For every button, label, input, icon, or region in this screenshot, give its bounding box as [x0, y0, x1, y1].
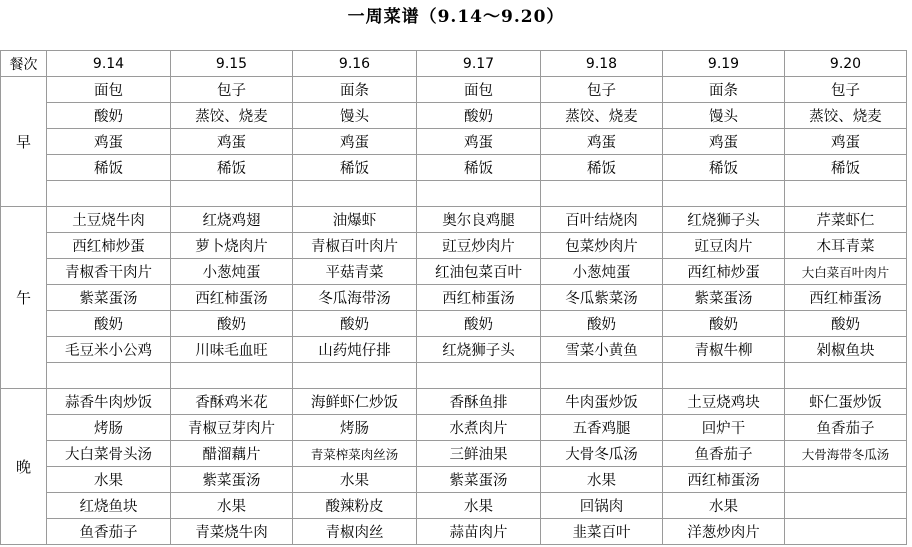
dish-cell[interactable]: 芹菜虾仁 — [785, 207, 907, 233]
dish-cell[interactable]: 馒头 — [293, 103, 417, 129]
dish-cell[interactable]: 蒸饺、烧麦 — [171, 103, 293, 129]
dish-cell[interactable]: 冬瓜紫菜汤 — [541, 285, 663, 311]
dish-cell[interactable]: 蒸饺、烧麦 — [541, 103, 663, 129]
dish-cell[interactable]: 水果 — [663, 493, 785, 519]
dish-cell[interactable]: 包子 — [541, 77, 663, 103]
dish-cell[interactable]: 红烧鸡翅 — [171, 207, 293, 233]
dish-cell[interactable]: 鸡蛋 — [541, 129, 663, 155]
dish-cell[interactable]: 鸡蛋 — [293, 129, 417, 155]
lunch-row — [1, 233, 907, 259]
dish-cell[interactable]: 水煮肉片 — [417, 415, 541, 441]
breakfast-label-cell[interactable]: 早 — [1, 77, 47, 207]
lunch-label-cell[interactable]: 午 — [1, 207, 47, 389]
dish-cell[interactable]: 水果 — [171, 493, 293, 519]
dinner-label-cell[interactable]: 晚 — [1, 389, 47, 545]
dish-cell[interactable]: 稀饭 — [171, 155, 293, 181]
dish-cell[interactable]: 五香鸡腿 — [541, 415, 663, 441]
dish-cell[interactable]: 蒜香牛肉炒饭 — [47, 389, 171, 415]
dish-cell[interactable]: 鱼香茄子 — [47, 519, 171, 545]
dish-cell[interactable]: 酸奶 — [293, 311, 417, 337]
dish-cell[interactable]: 山药炖仔排 — [293, 337, 417, 363]
dish-cell[interactable]: 蒸饺、烧麦 — [785, 103, 907, 129]
dish-cell[interactable]: 平菇青菜 — [293, 259, 417, 285]
dish-cell[interactable]: 香酥鱼排 — [417, 389, 541, 415]
dish-cell[interactable]: 水果 — [541, 467, 663, 493]
dish-cell[interactable]: 西红柿蛋汤 — [417, 285, 541, 311]
dish-cell[interactable]: 木耳青菜 — [785, 233, 907, 259]
lunch-row — [1, 337, 907, 363]
dish-cell[interactable]: 酸辣粉皮 — [293, 493, 417, 519]
dish-cell[interactable]: 西红柿蛋汤 — [785, 285, 907, 311]
empty-cell[interactable] — [47, 363, 171, 389]
empty-cell[interactable] — [417, 363, 541, 389]
dish-cell[interactable]: 稀饭 — [417, 155, 541, 181]
dish-cell[interactable]: 紫菜蛋汤 — [663, 285, 785, 311]
dish-cell[interactable]: 红烧狮子头 — [417, 337, 541, 363]
dish-cell[interactable]: 紫菜蛋汤 — [171, 467, 293, 493]
dish-cell[interactable]: 红烧狮子头 — [663, 207, 785, 233]
dinner-row — [1, 493, 907, 519]
dish-cell[interactable]: 豇豆炒肉片 — [417, 233, 541, 259]
dish-cell[interactable]: 小葱炖蛋 — [541, 259, 663, 285]
dish-cell[interactable]: 青菜烧牛肉 — [171, 519, 293, 545]
empty-cell[interactable] — [293, 363, 417, 389]
dish-cell[interactable]: 馒头 — [663, 103, 785, 129]
dish-cell[interactable]: 酸奶 — [785, 311, 907, 337]
dish-cell[interactable]: 土豆烧牛肉 — [47, 207, 171, 233]
dish-cell[interactable]: 烤肠 — [293, 415, 417, 441]
dish-cell[interactable]: 面条 — [663, 77, 785, 103]
date-cell[interactable]: 9.18 — [541, 51, 663, 77]
dish-cell[interactable]: 香酥鸡米花 — [171, 389, 293, 415]
empty-cell[interactable] — [293, 181, 417, 207]
dinner-row — [1, 519, 907, 545]
dish-cell[interactable]: 水果 — [417, 493, 541, 519]
dish-cell[interactable]: 蒜苗肉片 — [417, 519, 541, 545]
header-row — [1, 51, 907, 77]
dish-cell[interactable]: 红烧鱼块 — [47, 493, 171, 519]
empty-cell[interactable] — [171, 363, 293, 389]
date-cell[interactable]: 9.19 — [663, 51, 785, 77]
empty-cell[interactable] — [663, 363, 785, 389]
dish-cell[interactable]: 紫菜蛋汤 — [417, 467, 541, 493]
menu-table — [0, 50, 907, 545]
dish-cell[interactable]: 大骨海带冬瓜汤 — [785, 441, 907, 467]
dish-cell[interactable]: 醋溜藕片 — [171, 441, 293, 467]
dish-cell[interactable]: 青椒肉丝 — [293, 519, 417, 545]
dinner-row — [1, 415, 907, 441]
dish-cell[interactable]: 豇豆肉片 — [663, 233, 785, 259]
dish-cell[interactable]: 面条 — [293, 77, 417, 103]
dish-cell[interactable]: 酸奶 — [417, 103, 541, 129]
dish-cell[interactable]: 韭菜百叶 — [541, 519, 663, 545]
dish-cell[interactable]: 鸡蛋 — [171, 129, 293, 155]
dish-cell[interactable]: 西红柿蛋汤 — [171, 285, 293, 311]
dinner-row — [1, 467, 907, 493]
empty-cell[interactable] — [541, 363, 663, 389]
dish-cell[interactable]: 青椒豆芽肉片 — [171, 415, 293, 441]
dish-cell[interactable]: 油爆虾 — [293, 207, 417, 233]
dish-cell[interactable]: 大白菜百叶肉片 — [785, 259, 907, 285]
dish-cell[interactable]: 红油包菜百叶 — [417, 259, 541, 285]
date-cell[interactable]: 9.16 — [293, 51, 417, 77]
dish-cell[interactable]: 稀饭 — [785, 155, 907, 181]
dish-cell[interactable]: 土豆烧鸡块 — [663, 389, 785, 415]
dish-cell[interactable]: 毛豆米小公鸡 — [47, 337, 171, 363]
dish-cell[interactable] — [785, 467, 907, 493]
date-cell[interactable]: 9.15 — [171, 51, 293, 77]
dish-cell[interactable]: 海鲜虾仁炒饭 — [293, 389, 417, 415]
dish-cell[interactable]: 雪菜小黄鱼 — [541, 337, 663, 363]
dish-cell[interactable]: 酸奶 — [171, 311, 293, 337]
empty-cell[interactable] — [171, 181, 293, 207]
dish-cell[interactable]: 酸奶 — [47, 311, 171, 337]
dish-cell[interactable]: 烤肠 — [47, 415, 171, 441]
lunch-row — [1, 207, 907, 233]
dish-cell[interactable]: 紫菜蛋汤 — [47, 285, 171, 311]
dish-cell[interactable]: 小葱炖蛋 — [171, 259, 293, 285]
dish-cell[interactable]: 鱼香茄子 — [663, 441, 785, 467]
dish-cell[interactable]: 青椒百叶肉片 — [293, 233, 417, 259]
empty-cell[interactable] — [785, 363, 907, 389]
dish-cell[interactable]: 西红柿炒蛋 — [47, 233, 171, 259]
dish-cell[interactable]: 萝卜烧肉片 — [171, 233, 293, 259]
dish-cell[interactable]: 大骨冬瓜汤 — [541, 441, 663, 467]
dish-cell[interactable]: 西红柿蛋汤 — [663, 467, 785, 493]
dish-cell[interactable]: 鸡蛋 — [417, 129, 541, 155]
dish-cell[interactable]: 鸡蛋 — [663, 129, 785, 155]
page-title: 一周菜谱（9.14～9.20） — [347, 7, 565, 27]
dish-cell[interactable]: 酸奶 — [541, 311, 663, 337]
dish-cell[interactable]: 酸奶 — [47, 103, 171, 129]
dish-cell[interactable]: 稀饭 — [663, 155, 785, 181]
empty-cell[interactable] — [663, 181, 785, 207]
dish-cell[interactable]: 大白菜骨头汤 — [47, 441, 171, 467]
dish-cell[interactable]: 鸡蛋 — [785, 129, 907, 155]
dish-cell[interactable]: 虾仁蛋炒饭 — [785, 389, 907, 415]
empty-cell[interactable] — [785, 181, 907, 207]
dish-cell[interactable]: 青菜榨菜肉丝汤 — [293, 441, 417, 467]
breakfast-separator-row — [1, 181, 907, 207]
dish-cell[interactable]: 三鲜油果 — [417, 441, 541, 467]
date-cell[interactable]: 9.20 — [785, 51, 907, 77]
dinner-row — [1, 441, 907, 467]
dish-cell[interactable]: 回炉干 — [663, 415, 785, 441]
dish-cell[interactable]: 回锅肉 — [541, 493, 663, 519]
dish-cell[interactable]: 奥尔良鸡腿 — [417, 207, 541, 233]
breakfast-row — [1, 103, 907, 129]
dish-cell[interactable]: 酸奶 — [663, 311, 785, 337]
dish-cell[interactable]: 面包 — [47, 77, 171, 103]
breakfast-row — [1, 129, 907, 155]
dish-cell[interactable] — [785, 493, 907, 519]
dish-cell[interactable]: 水果 — [47, 467, 171, 493]
lunch-row — [1, 259, 907, 285]
empty-cell[interactable] — [417, 181, 541, 207]
dish-cell[interactable]: 包子 — [785, 77, 907, 103]
dish-cell[interactable]: 西红柿炒蛋 — [663, 259, 785, 285]
dish-cell[interactable]: 剁椒鱼块 — [785, 337, 907, 363]
dish-cell[interactable]: 青椒牛柳 — [663, 337, 785, 363]
dish-cell[interactable]: 牛肉蛋炒饭 — [541, 389, 663, 415]
dish-cell[interactable]: 水果 — [293, 467, 417, 493]
dish-cell[interactable]: 鱼香茄子 — [785, 415, 907, 441]
dish-cell[interactable]: 包菜炒肉片 — [541, 233, 663, 259]
dish-cell[interactable]: 稀饭 — [293, 155, 417, 181]
breakfast-row — [1, 155, 907, 181]
dinner-row — [1, 389, 907, 415]
lunch-row — [1, 285, 907, 311]
corner-cell[interactable]: 餐次 — [1, 51, 47, 77]
dish-cell[interactable]: 鸡蛋 — [47, 129, 171, 155]
dish-cell[interactable]: 稀饭 — [47, 155, 171, 181]
dish-cell[interactable]: 面包 — [417, 77, 541, 103]
lunch-separator-row — [1, 363, 907, 389]
dish-cell[interactable]: 百叶结烧肉 — [541, 207, 663, 233]
empty-cell[interactable] — [47, 181, 171, 207]
date-cell[interactable]: 9.14 — [47, 51, 171, 77]
date-cell[interactable]: 9.17 — [417, 51, 541, 77]
dish-cell[interactable]: 青椒香干肉片 — [47, 259, 171, 285]
dish-cell[interactable]: 川味毛血旺 — [171, 337, 293, 363]
dish-cell[interactable]: 酸奶 — [417, 311, 541, 337]
dish-cell[interactable]: 冬瓜海带汤 — [293, 285, 417, 311]
breakfast-row — [1, 77, 907, 103]
dish-cell[interactable]: 洋葱炒肉片 — [663, 519, 785, 545]
dish-cell[interactable]: 包子 — [171, 77, 293, 103]
dish-cell[interactable] — [785, 519, 907, 545]
lunch-row — [1, 311, 907, 337]
menu-table-body — [1, 51, 907, 545]
empty-cell[interactable] — [541, 181, 663, 207]
dish-cell[interactable]: 稀饭 — [541, 155, 663, 181]
